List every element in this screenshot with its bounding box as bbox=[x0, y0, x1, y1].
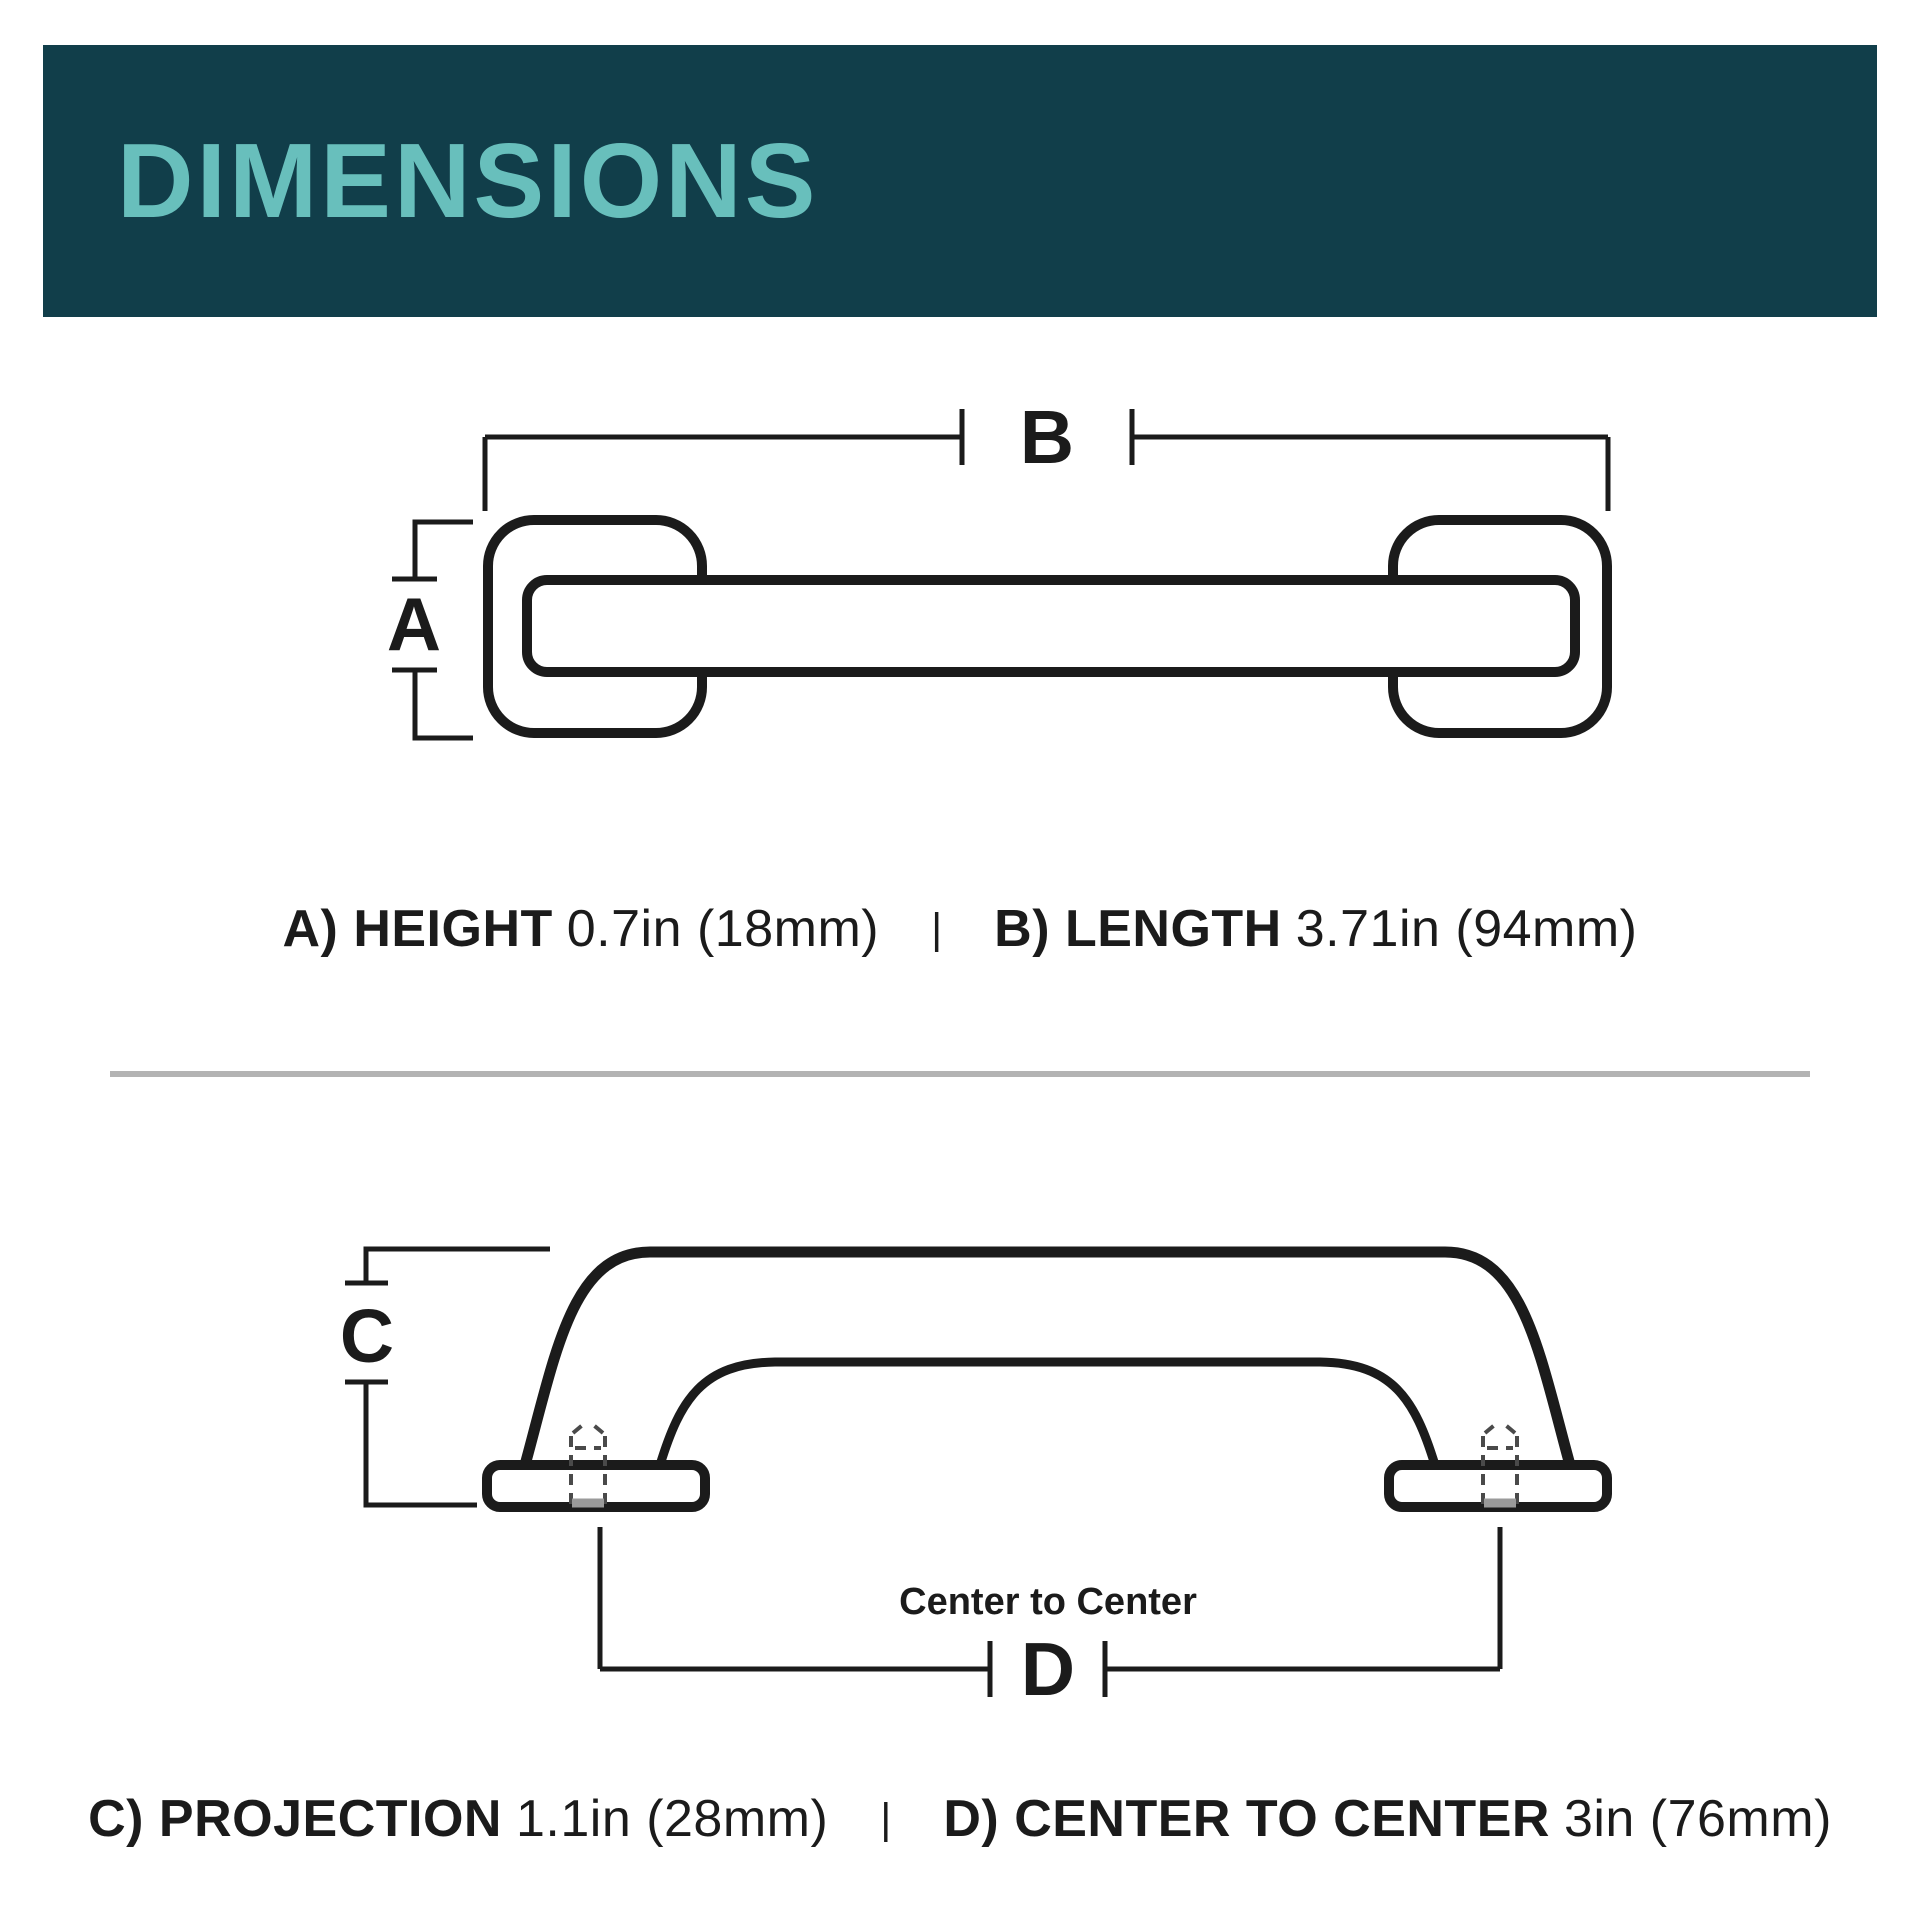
spec-a-value: 0.7in (18mm) bbox=[566, 900, 880, 958]
center-to-center-annotation: Center to Center bbox=[899, 1581, 1197, 1623]
front-view-diagram bbox=[0, 330, 1920, 810]
dimension-a-label: A bbox=[386, 582, 442, 666]
spec-d-label: D) CENTER TO CENTER bbox=[943, 1790, 1550, 1848]
header-banner bbox=[43, 45, 1877, 317]
side-arch-inner bbox=[660, 1362, 1435, 1465]
front-handle-bar bbox=[527, 580, 1575, 672]
spec-d-value: 3in (76mm) bbox=[1563, 1790, 1832, 1848]
spec-separator: | bbox=[880, 1795, 892, 1843]
spec-row-top bbox=[0, 900, 1920, 961]
dimension-b-label: B bbox=[1019, 395, 1075, 479]
spec-b-value: 3.71in (94mm) bbox=[1295, 900, 1638, 958]
side-view-diagram bbox=[0, 1150, 1920, 1770]
spec-c-label: C) PROJECTION bbox=[88, 1790, 502, 1848]
spec-separator: | bbox=[931, 905, 943, 953]
dimension-c-label: C bbox=[339, 1294, 395, 1378]
section-divider bbox=[110, 1071, 1810, 1077]
page-title: DIMENSIONS bbox=[117, 122, 819, 240]
spec-a-label: A) HEIGHT bbox=[282, 900, 553, 958]
dimension-d-label: D bbox=[1020, 1627, 1076, 1711]
spec-b-label: B) LENGTH bbox=[994, 900, 1282, 958]
spec-row-bottom bbox=[0, 1790, 1920, 1851]
spec-c-value: 1.1in (28mm) bbox=[515, 1790, 829, 1848]
